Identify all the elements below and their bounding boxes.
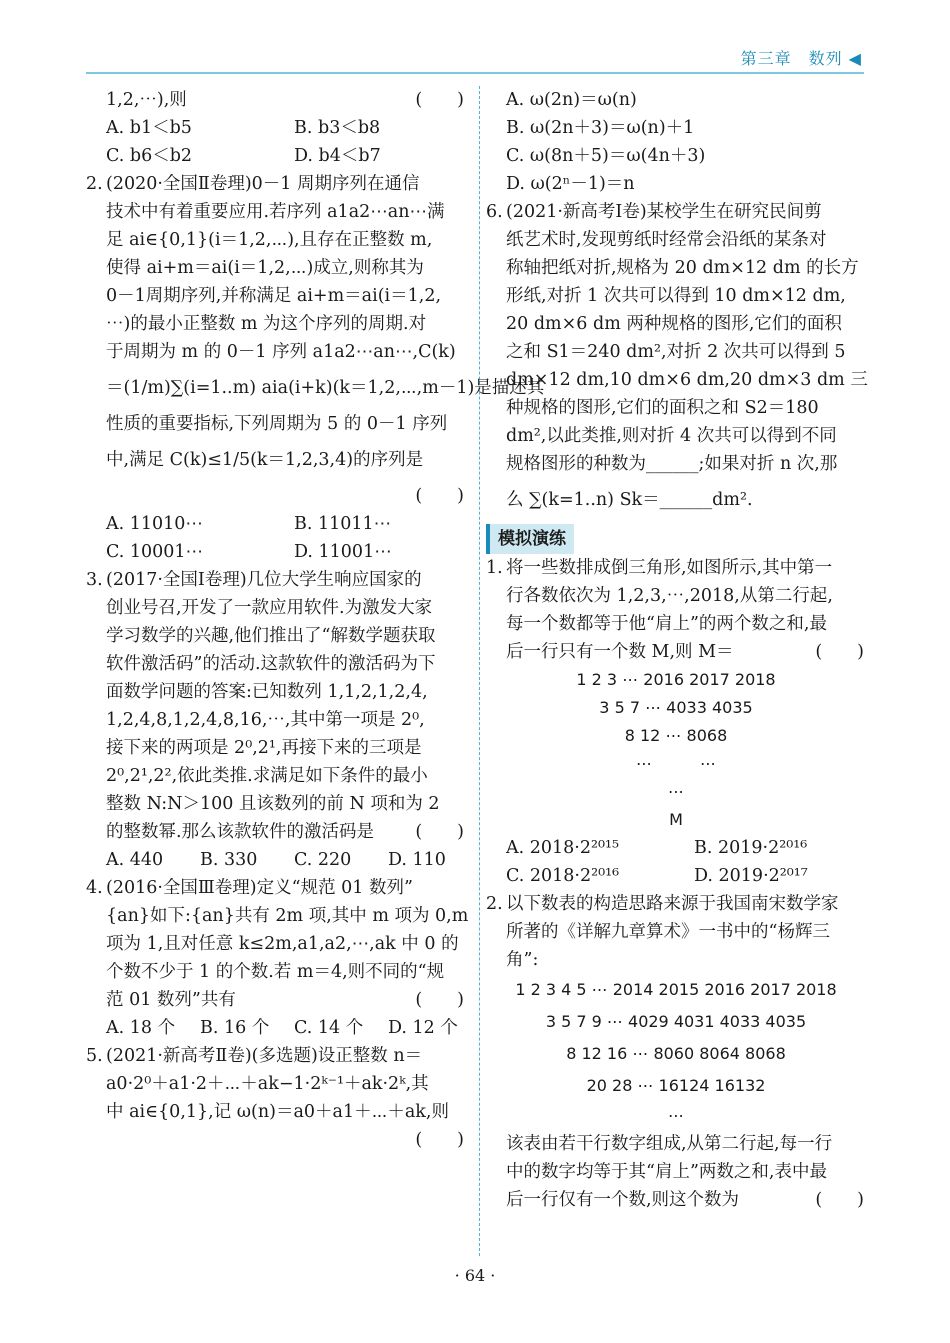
line-text: (2016·全国Ⅲ卷理)定义“规范 01 数列” xyxy=(106,878,413,898)
text-line xyxy=(486,310,866,338)
text-line xyxy=(86,366,545,410)
text-line xyxy=(86,1070,466,1098)
question-number: 1. xyxy=(486,558,503,578)
text-line xyxy=(486,1130,866,1158)
option-choice: A. 18 个 xyxy=(106,1018,176,1038)
chapter-header xyxy=(86,42,864,74)
line-text: 性质的重要指标,下列周期为 5 的 0－1 序列 xyxy=(106,414,448,434)
line-text: ⋯)的最小正整数 m 为这个序列的周期.对 xyxy=(106,314,427,334)
text-line xyxy=(86,762,466,790)
triangle-row: ⋯ xyxy=(668,1106,684,1125)
text-line xyxy=(86,310,466,338)
line-text: 学习数学的兴趣,他们推出了“解数学题获取 xyxy=(106,626,436,646)
triangle-row: 1 2 3 ⋯ 2016 2017 2018 xyxy=(576,670,776,689)
line-text: 所著的《详解九章算术》一书中的“杨辉三 xyxy=(506,922,830,942)
triangle-row: 1 2 3 4 5 ⋯ 2014 2015 2016 2017 2018 xyxy=(515,980,837,999)
line-text: 形纸,对折 1 次共可以得到 10 dm×12 dm, xyxy=(506,286,846,306)
question-number: 5. xyxy=(86,1046,103,1066)
text-line xyxy=(486,1158,866,1186)
line-text: 0－1周期序列,并称满足 ai+m＝ai(i＝1,2, xyxy=(106,286,442,306)
line-text: 行各数依次为 1,2,3,⋯,2018,从第二行起, xyxy=(506,586,833,606)
option-choice: A. 440 xyxy=(106,850,164,870)
line-text: 该表由若干行数字组成,从第二行起,每一行 xyxy=(506,1134,833,1154)
text-line xyxy=(486,422,866,450)
triangle-row: M xyxy=(669,810,683,829)
option-row xyxy=(486,834,866,862)
option-choice: D. b4＜b7 xyxy=(294,146,381,166)
answer-paren: ( ) xyxy=(415,90,464,110)
answer-paren: ( ) xyxy=(815,642,864,662)
triangle-row: 3 5 7 9 ⋯ 4029 4031 4033 4035 xyxy=(545,1012,807,1031)
option-choice: A. 11010⋯ xyxy=(106,514,203,534)
option-choice: D. 110 xyxy=(388,850,446,870)
text-line xyxy=(486,394,866,422)
option-choice: B. 330 xyxy=(200,850,258,870)
text-line xyxy=(486,338,866,366)
chapter-title: 第三章 数列 ◀ xyxy=(740,49,862,68)
text-line xyxy=(486,610,866,638)
answer-paren: ( ) xyxy=(815,1190,864,1210)
line-text: ＝(1/m)∑(i=1..m) aia(i+k)(k＝1,2,⋯,m－1)是描述其 xyxy=(106,378,545,398)
line-text: 1,2,⋯),则 xyxy=(106,90,187,110)
option-choice: B. 11011⋯ xyxy=(294,514,392,534)
text-line xyxy=(486,1186,866,1214)
text-line xyxy=(486,366,866,394)
text-line xyxy=(86,818,466,846)
option-row xyxy=(86,846,466,874)
option-row xyxy=(486,862,866,890)
option-row xyxy=(86,538,466,566)
text-line xyxy=(86,790,466,818)
question-start xyxy=(86,1042,466,1070)
option-row xyxy=(86,1014,466,1042)
option-choice: C. 220 xyxy=(294,850,352,870)
text-line xyxy=(486,582,866,610)
line-text: A. ω(2n)＝ω(n) xyxy=(506,90,637,110)
question-start xyxy=(86,874,466,902)
option-choice: C. b6＜b2 xyxy=(106,146,193,166)
option-choice: B. 2019·2²⁰¹⁶ xyxy=(694,838,808,858)
line-text: 将一些数排成倒三角形,如图所示,其中第一 xyxy=(506,558,833,578)
text-line xyxy=(86,678,466,706)
answer-paren: ( ) xyxy=(415,486,464,506)
option-row xyxy=(86,142,466,170)
answer-paren: ( ) xyxy=(415,1130,464,1150)
line-text: 20 dm×6 dm 两种规格的图形,它们的面积 xyxy=(506,314,842,334)
text-line xyxy=(86,930,466,958)
line-text: 之和 S1＝240 dm²,对折 2 次共可以得到 5 xyxy=(506,342,846,362)
line-text: 面数学问题的答案:已知数列 1,1,2,1,2,4, xyxy=(106,682,428,702)
text-line xyxy=(86,438,466,482)
line-text: 的整数幂.那么该款软件的激活码是 xyxy=(106,822,375,842)
text-line xyxy=(86,86,466,114)
line-text: 角”: xyxy=(506,950,539,970)
option-row xyxy=(86,510,466,538)
line-text: 1,2,4,8,1,2,4,8,16,⋯,其中第一项是 2⁰, xyxy=(106,710,425,730)
line-text: 整数 N:N＞100 且该数列的前 N 项和为 2 xyxy=(106,794,440,814)
triangle-row: 8 12 16 ⋯ 8060 8064 8068 xyxy=(566,1044,786,1063)
line-text: (2020·全国Ⅱ卷理)0－1 周期序列在通信 xyxy=(106,174,420,194)
line-text: 范 01 数列”共有 xyxy=(106,990,236,1010)
line-text: dm×12 dm,10 dm×6 dm,20 dm×3 dm 三 xyxy=(506,370,868,390)
line-text: 称轴把纸对折,规格为 20 dm×12 dm 的长方 xyxy=(506,258,859,278)
question-start xyxy=(486,554,866,582)
text-line xyxy=(486,254,866,282)
question-start xyxy=(486,198,866,226)
text-line xyxy=(486,450,866,478)
question-number: 3. xyxy=(86,570,103,590)
question-number: 2. xyxy=(486,894,503,914)
option-choice: C. 14 个 xyxy=(294,1018,364,1038)
text-line xyxy=(86,282,466,310)
option-row xyxy=(86,114,466,142)
triangle-row: 20 28 ⋯ 16124 16132 xyxy=(586,1076,766,1095)
column-divider xyxy=(479,86,480,1256)
line-text: 技术中有着重要应用.若序列 a1a2⋯an⋯满 xyxy=(106,202,445,222)
line-text: (2021·新高考Ⅱ卷)(多选题)设正整数 n＝ xyxy=(106,1046,423,1066)
triangle-row: ⋯ xyxy=(668,782,684,801)
line-text: 规格图形的种数为______;如果对折 n 次,那 xyxy=(506,454,838,474)
line-text: 么 ∑(k=1..n) Sk＝______dm². xyxy=(506,490,753,510)
line-text: 创业号召,开发了一款应用软件.为激发大家 xyxy=(106,598,433,618)
text-line xyxy=(86,650,466,678)
text-line xyxy=(486,142,866,170)
answer-paren: ( ) xyxy=(415,990,464,1010)
text-line xyxy=(486,170,866,198)
text-line xyxy=(486,226,866,254)
right-column xyxy=(486,86,866,1214)
question-start xyxy=(486,890,866,918)
question-number: 4. xyxy=(86,878,103,898)
line-text: dm²,以此类推,则对折 4 次共可以得到不同 xyxy=(506,426,837,446)
triangle-row: 3 5 7 ⋯ 4033 4035 xyxy=(599,698,753,717)
text-line xyxy=(86,482,466,510)
option-choice: B. b3＜b8 xyxy=(294,118,381,138)
text-line xyxy=(486,638,866,666)
text-line xyxy=(86,254,466,282)
question-start xyxy=(86,566,466,594)
text-line xyxy=(86,902,469,930)
option-choice: D. 11001⋯ xyxy=(294,542,392,562)
line-text: 中 ai∈{0,1},记 ω(n)＝a0＋a1＋⋯＋ak,则 xyxy=(106,1102,449,1122)
section-row xyxy=(486,522,866,554)
text-line xyxy=(486,86,866,114)
text-line xyxy=(486,946,866,974)
option-choice: C. 2018·2²⁰¹⁶ xyxy=(506,866,620,886)
section-title: 模拟演练 xyxy=(486,524,574,554)
line-text: 2⁰,2¹,2²,依此类推.求满足如下条件的最小 xyxy=(106,766,428,786)
option-choice: A. b1＜b5 xyxy=(106,118,192,138)
text-line xyxy=(86,198,466,226)
question-start xyxy=(86,170,466,198)
text-line xyxy=(86,226,466,254)
option-choice: B. 16 个 xyxy=(200,1018,270,1038)
line-text: (2017·全国Ⅰ卷理)几位大学生响应国家的 xyxy=(106,570,422,590)
line-text: C. ω(8n＋5)＝ω(4n＋3) xyxy=(506,146,706,166)
option-choice: C. 10001⋯ xyxy=(106,542,204,562)
text-line xyxy=(486,282,866,310)
line-text: B. ω(2n＋3)＝ω(n)＋1 xyxy=(506,118,695,138)
line-text: 后一行仅有一个数,则这个数为 xyxy=(506,1190,740,1210)
text-line xyxy=(486,114,866,142)
text-line xyxy=(86,594,466,622)
line-text: 每一个数都等于他“肩上”的两个数之和,最 xyxy=(506,614,827,634)
line-text: 项为 1,且对任意 k≤2m,a1,a2,⋯,ak 中 0 的 xyxy=(106,934,459,954)
answer-paren: ( ) xyxy=(415,822,464,842)
line-text: 个数不少于 1 的个数.若 m＝4,则不同的“规 xyxy=(106,962,445,982)
line-text: 以下数表的构造思路来源于我国南宋数学家 xyxy=(506,894,839,914)
line-text: 接下来的两项是 2⁰,2¹,再接下来的三项是 xyxy=(106,738,422,758)
text-line xyxy=(86,622,466,650)
text-line xyxy=(86,1126,466,1154)
text-line xyxy=(486,478,866,522)
line-text: 中的数字均等于其“肩上”两数之和,表中最 xyxy=(506,1162,827,1182)
text-line xyxy=(86,410,466,438)
line-text: 使得 ai+m＝ai(i＝1,2,⋯)成立,则称其为 xyxy=(106,258,424,278)
triangle-row: 8 12 ⋯ 8068 xyxy=(624,726,728,745)
option-choice: D. 12 个 xyxy=(388,1018,458,1038)
text-line xyxy=(86,1098,466,1126)
line-text: 后一行只有一个数 M,则 M＝ xyxy=(506,642,734,662)
text-line xyxy=(86,338,466,366)
line-text: 种规格的图形,它们的面积之和 S2＝180 xyxy=(506,398,819,418)
line-text: 软件激活码”的活动.这款软件的激活码为下 xyxy=(106,654,436,674)
line-text: D. ω(2ⁿ－1)＝n xyxy=(506,174,635,194)
text-line xyxy=(86,706,466,734)
line-text: 于周期为 m 的 0－1 序列 a1a2⋯an⋯,C(k) xyxy=(106,342,456,362)
line-text: {an}如下:{an}共有 2m 项,其中 m 项为 0,m xyxy=(106,906,469,926)
line-text: (2021·新高考Ⅰ卷)某校学生在研究民间剪 xyxy=(506,202,822,222)
line-text: 足 ai∈{0,1}(i＝1,2,⋯),且存在正整数 m, xyxy=(106,230,433,250)
line-text: a0·2⁰＋a1·2＋⋯＋ak−1·2ᵏ⁻¹＋ak·2ᵏ,其 xyxy=(106,1074,429,1094)
text-line xyxy=(486,918,866,946)
text-line xyxy=(86,734,466,762)
option-choice: A. 2018·2²⁰¹⁵ xyxy=(506,838,620,858)
question-number: 6. xyxy=(486,202,503,222)
line-text: 纸艺术时,发现剪纸时经常会沿纸的某条对 xyxy=(506,230,827,250)
page-number: · 64 · xyxy=(454,1266,496,1285)
triangle-row: ⋯ ⋯ xyxy=(635,754,716,773)
text-line xyxy=(86,986,466,1014)
text-line xyxy=(86,958,466,986)
question-number: 2. xyxy=(86,174,103,194)
option-choice: D. 2019·2²⁰¹⁷ xyxy=(694,866,808,886)
line-text: 中,满足 C(k)≤1/5(k＝1,2,3,4)的序列是 xyxy=(106,450,424,470)
